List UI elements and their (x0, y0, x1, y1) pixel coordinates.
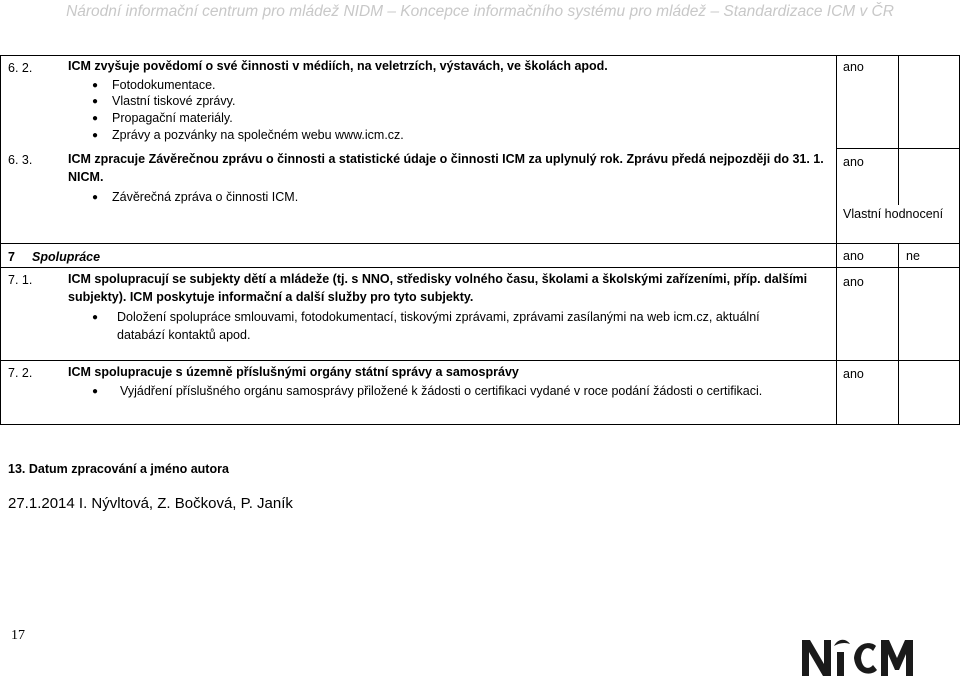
row-code: 7. 1. (8, 273, 33, 287)
section-13-title: 13. Datum zpracování a jméno autora (8, 462, 229, 476)
grid-line (0, 424, 960, 425)
grid-line (836, 148, 960, 149)
bullet-text: Vlastní tiskové zprávy. (112, 94, 236, 108)
grid-line (0, 243, 960, 244)
bullet-text: Doložení spolupráce smlouvami, fotodokumentací, tiskovými zprávami, zprávami zasílanými na web icm.cz, aktuální (117, 310, 760, 324)
date-authors: 27.1.2014 I. Nývltová, Z. Bočková, P. Janík (8, 495, 293, 512)
row-title: ICM zpracuje Závěrečnou zprávu o činnosti a statistické údaje o činnosti ICM za uplynulý rok. Zprávu předá nejpozději do 31. 1. (68, 152, 824, 166)
bullet-text: Fotodokumentace. (112, 78, 216, 92)
row-code: 7. 2. (8, 366, 33, 380)
row-title: ICM spolupracují se subjekty dětí a mládeže (tj. s NNO, středisky volného času, školami a školskými zařízeními, příp. dalšími (68, 272, 808, 286)
column-no: ne (906, 249, 920, 263)
status-yes: ano (843, 155, 864, 169)
page-number: 17 (11, 628, 25, 643)
bullet-icon: ● (92, 312, 99, 323)
bullet-text: Vyjádření příslušného orgánu samosprávy přiložené k žádosti o certifikaci vydané v roce podání žádosti o certifikaci. (120, 384, 763, 398)
column-yes: ano (843, 249, 864, 263)
row-title-cont: subjekty). ICM poskytuje informační a další služby pro tyto subjekty. (68, 290, 474, 304)
bullet-text: Zprávy a pozvánky na společném webu www.icm.cz. (112, 128, 404, 142)
row-code: 6. 2. (8, 61, 33, 75)
grid-line (898, 243, 899, 425)
row-code: 6. 3. (8, 153, 33, 167)
bullet-text-cont: databází kontaktů apod. (117, 328, 251, 342)
grid-line (0, 267, 960, 268)
rating-label: Vlastní hodnocení (843, 207, 944, 221)
grid-line (0, 360, 960, 361)
section-title: Spolupráce (32, 250, 101, 264)
grid-line (836, 55, 837, 425)
bullet-icon: ● (92, 386, 99, 397)
row-title-cont: NICM. (68, 170, 104, 184)
grid-line (0, 55, 1, 425)
document-header: Národní informační centrum pro mládež NIDM – Koncepce informačního systému pro mládež – Standardizace ICM v ČR (66, 3, 894, 20)
row-title: ICM zvyšuje povědomí o své činnosti v médiích, na veletrzích, výstavách, ve školách apod. (68, 59, 608, 73)
bullet-icon: ● (92, 80, 99, 91)
status-yes: ano (843, 367, 864, 381)
bullet-icon: ● (92, 113, 99, 124)
nicm-logo-graphic (798, 632, 928, 682)
status-yes: ano (843, 275, 864, 289)
bullet-icon: ● (92, 96, 99, 107)
grid-line (0, 55, 960, 56)
grid-line (898, 55, 899, 205)
section-number: 7 (8, 250, 15, 264)
nicm-logo (798, 632, 928, 682)
bullet-text: Propagační materiály. (112, 111, 233, 125)
bullet-icon: ● (92, 192, 99, 203)
bullet-text: Závěrečná zpráva o činnosti ICM. (112, 190, 299, 204)
status-yes: ano (843, 60, 864, 74)
row-title: ICM spolupracuje s územně příslušnými orgány státní správy a samosprávy (68, 365, 519, 379)
bullet-icon: ● (92, 130, 99, 141)
